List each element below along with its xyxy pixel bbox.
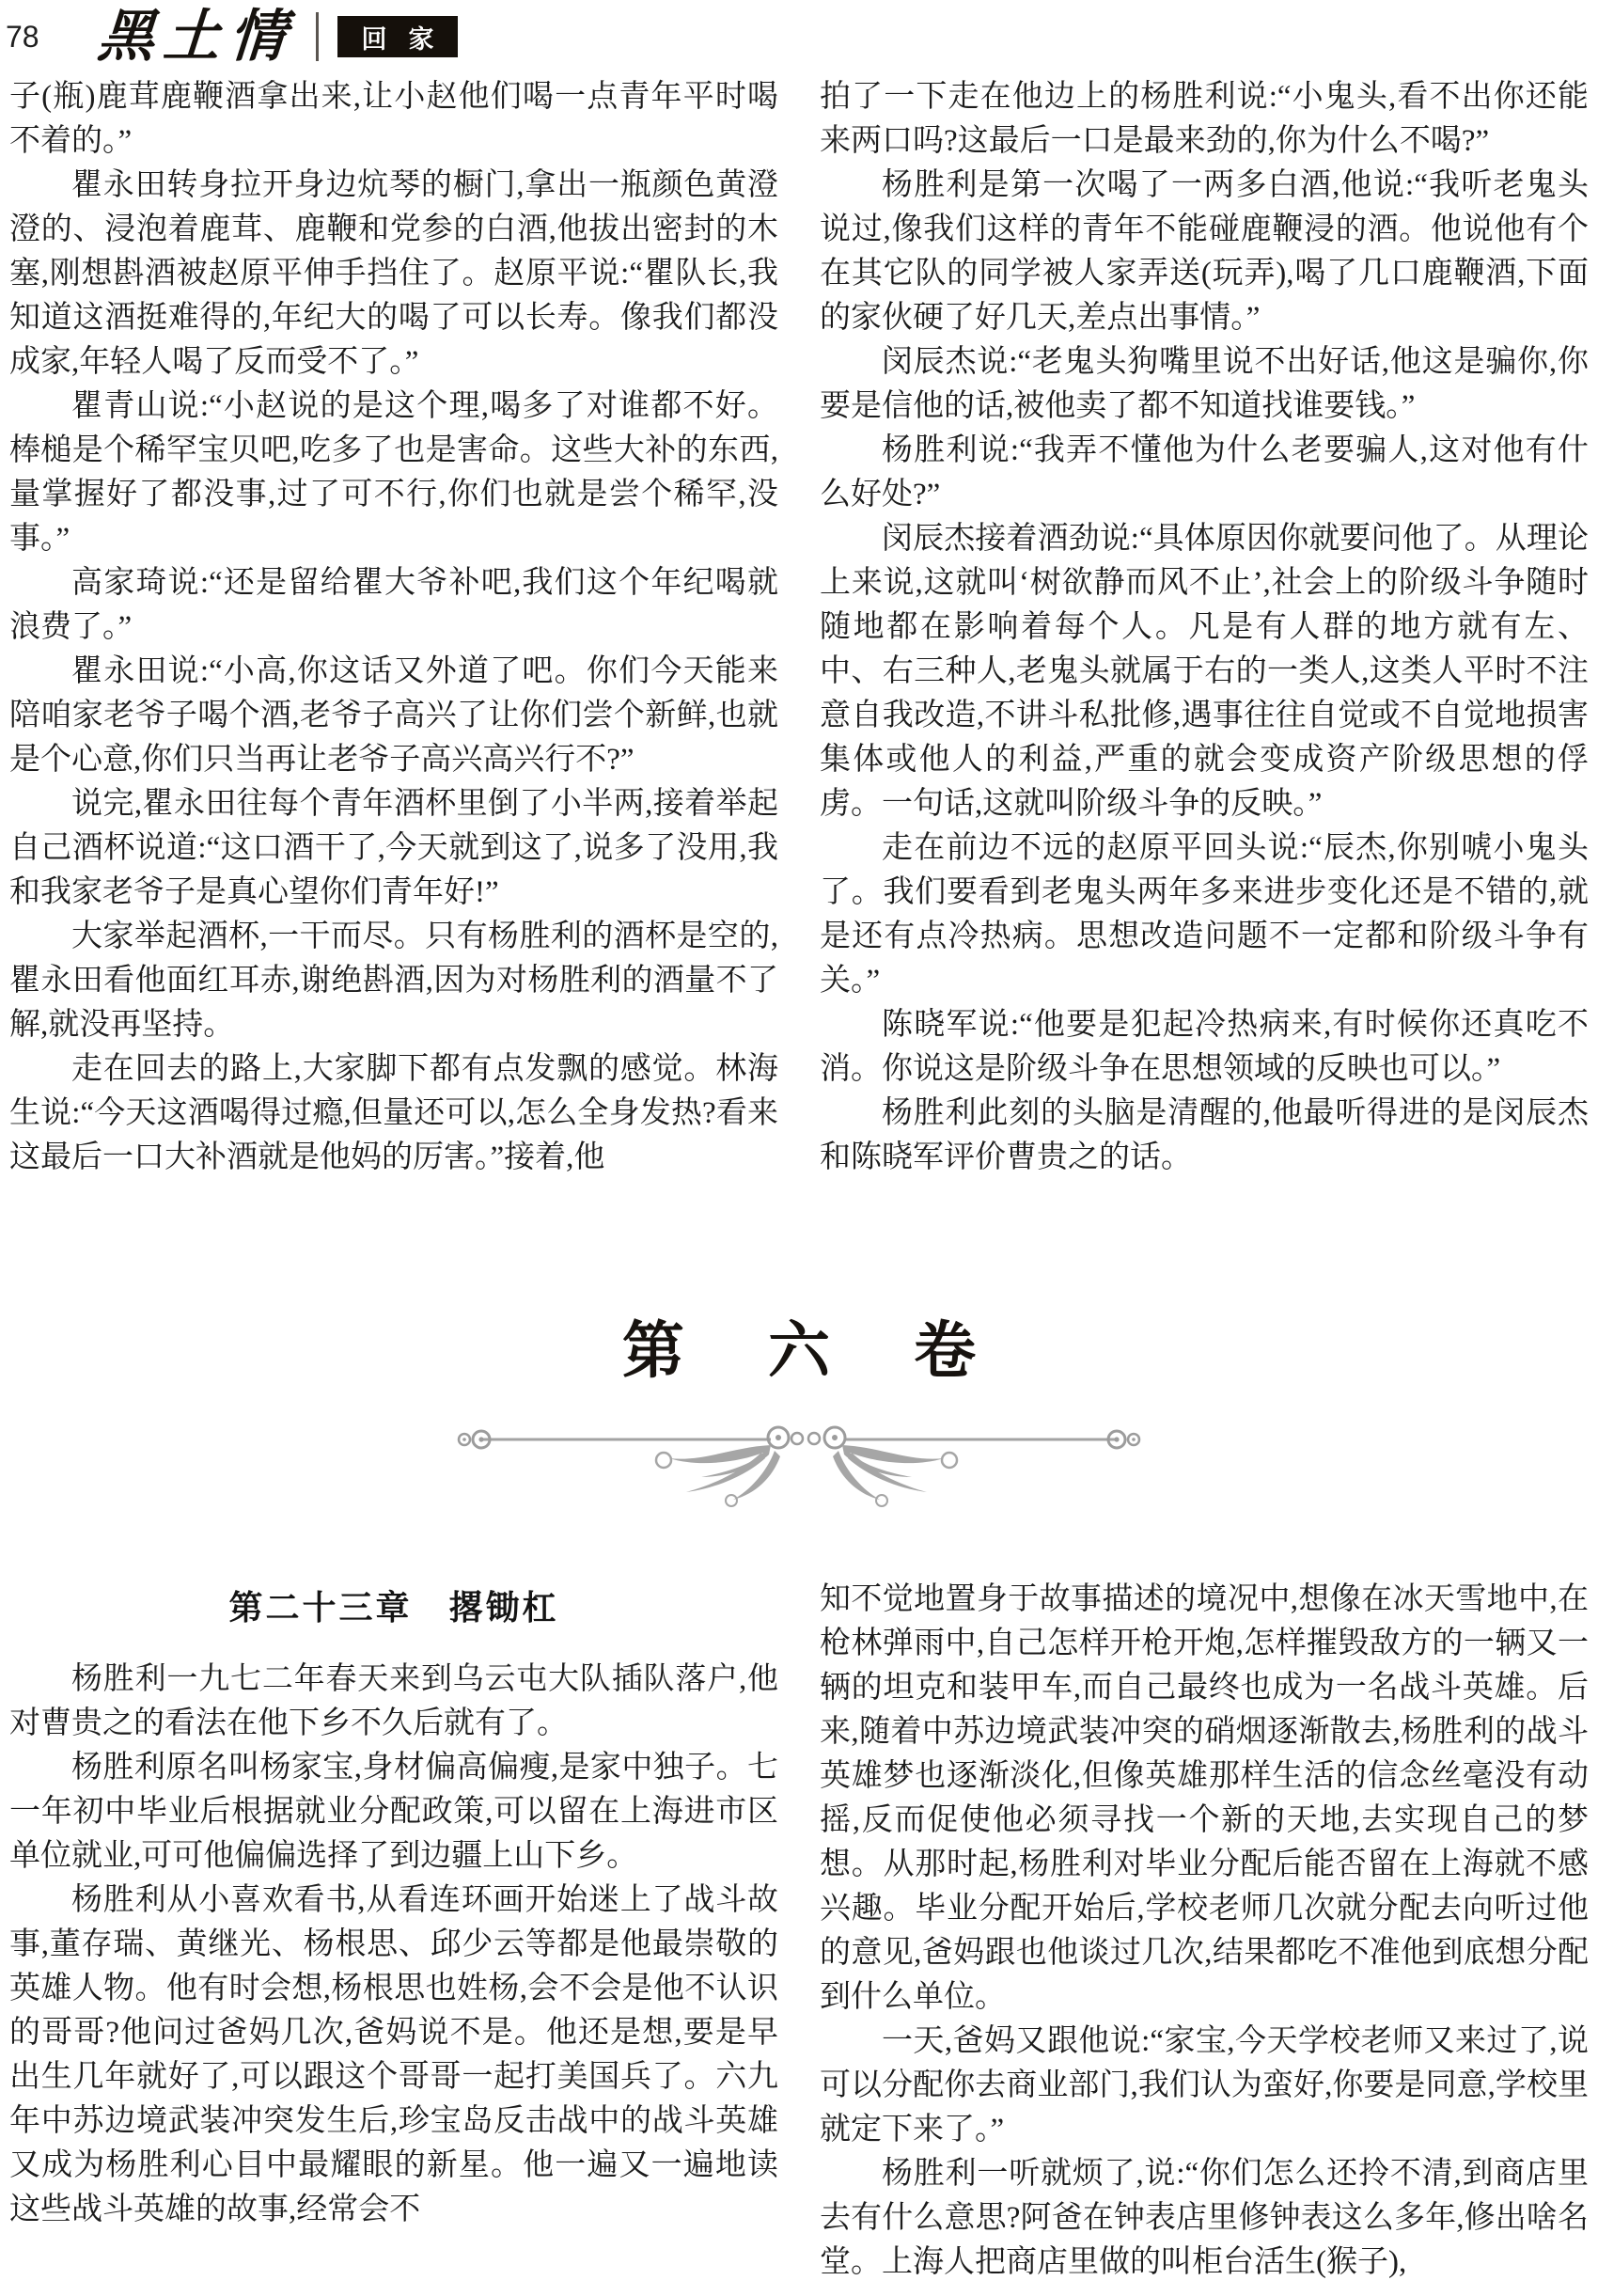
paragraph: 一天,爸妈又跟他说:“家宝,今天学校老师又来过了,说可以分配你去商业部门,我们认为蛮好,你要是同意,学校里就定下来了。” bbox=[820, 2024, 1589, 2147]
logo-calligraphy: 黑土情 bbox=[95, 6, 298, 68]
bottom-right-column bbox=[820, 1578, 1589, 2292]
paragraph: 瞿永田转身拉开身边炕琴的橱门,拿出一瓶颜色黄澄澄的、浸泡着鹿茸、鹿鞭和党参的白酒,他拔出密封的木塞,刚想斟酒被赵原平伸手挡住了。赵原平说:“瞿队长,我知道这酒挺难得的,年纪大的喝了可以长寿。像我们都没成家,年轻人喝了反而受不了。” bbox=[9, 168, 778, 379]
paragraph: 高家琦说:“还是留给瞿大爷补吧,我们这个年纪喝就浪费了。” bbox=[9, 566, 778, 644]
paragraph: 瞿永田说:“小高,你这话又外道了吧。你们今天能来陪咱家老爷子喝个酒,老爷子高兴了让你们尝个新鲜,也就是个心意,你们只当再让老爷子高兴高兴行不?” bbox=[9, 654, 778, 777]
header-divider bbox=[316, 12, 319, 61]
paragraph: 陈晓军说:“他要是犯起冷热病来,有时候你还真吃不消。你说这是阶级斗争在思想领域的反映也可以。” bbox=[820, 1008, 1589, 1086]
paragraph: 拍了一下走在他边上的杨胜利说:“小鬼头,看不出你还能来两口吗?这最后一口是最来劲的,你为什么不喝?” bbox=[820, 80, 1589, 158]
paragraph: 杨胜利原名叫杨家宝,身材偏高偏瘦,是家中独子。七一年初中毕业后根据就业分配政策,可以留在上海进市区单位就业,可可他偏偏选择了到边疆上山下乡。 bbox=[9, 1751, 778, 1873]
section-badge-label: 回家 bbox=[361, 24, 456, 54]
top-text-columns bbox=[9, 75, 1589, 1241]
bottom-text-columns bbox=[9, 1578, 1589, 2292]
paragraph: 瞿青山说:“小赵说的是这个理,喝多了对谁都不好。棒槌是个稀罕宝贝吧,吃多了也是害命。这些大补的东西,量掌握好了都没事,过了可不行,你们也就是尝个稀罕,没事。” bbox=[9, 389, 778, 556]
paragraph: 杨胜利一九七二年春天来到乌云屯大队插队落户,他对曹贵之的看法在他下乡不久后就有了。 bbox=[9, 1662, 778, 1740]
paragraph: 杨胜利从小喜欢看书,从看连环画开始迷上了战斗故事,董存瑞、黄继光、杨根思、邱少云等都是他最崇敬的英雄人物。他有时会想,杨根思也姓杨,会不会是他不认识的哥哥?他问过爸妈几次,爸妈说不是。他还是想,要是早出生几年就好了,可以跟这个哥哥一起打美国兵了。六九年中苏边境武装冲突发生后,珍宝岛反击战中的战斗英雄又成为杨胜利心目中最耀眼的新星。他一遍又一遍地读这些战斗英雄的故事,经常会不 bbox=[9, 1883, 778, 2226]
paragraph: 大家举起酒杯,一干而尽。只有杨胜利的酒杯是空的,瞿永田看他面红耳赤,谢绝斟酒,因为对杨胜利的酒量不了解,就没再坚持。 bbox=[9, 920, 778, 1042]
paragraph: 杨胜利一听就烦了,说:“你们怎么还拎不清,到商店里去有什么意思?阿爸在钟表店里修钟表这么多年,修出啥名堂。上海人把商店里做的叫柜台活生(猴子), bbox=[820, 2157, 1589, 2279]
top-left-column bbox=[9, 75, 778, 1241]
section-badge bbox=[337, 16, 458, 57]
volume-section bbox=[0, 1314, 1598, 1517]
paragraph: 走在回去的路上,大家脚下都有点发飘的感觉。林海生说:“今天这酒喝得过瘾,但量还可以,怎么全身发热?看来这最后一口大补酒就是他妈的厉害。”接着,他 bbox=[9, 1052, 778, 1174]
paragraph: 闵辰杰说:“老鬼头狗嘴里说不出好话,他这是骗你,你要是信他的话,被他卖了都不知道找谁要钱。” bbox=[820, 345, 1589, 423]
bottom-left-column bbox=[9, 1578, 778, 2292]
page-header bbox=[6, 6, 1589, 68]
paragraph: 走在前边不远的赵原平回头说:“辰杰,你别唬小鬼头了。我们要看到老鬼头两年多来进步变化还是不错的,就是还有点冷热病。思想改造问题不一定都和阶级斗争有关。” bbox=[820, 831, 1589, 998]
paragraph: 子(瓶)鹿茸鹿鞭酒拿出来,让小赵他们喝一点青年平时喝不着的。” bbox=[9, 80, 778, 158]
divider-flourish-icon bbox=[451, 1413, 1147, 1517]
volume-title: 第 六 卷 bbox=[621, 1317, 1010, 1386]
top-right-column bbox=[820, 75, 1589, 1241]
paragraph: 闵辰杰接着酒劲说:“具体原因你就要问他了。从理论上来说,这就叫‘树欲静而风不止’,社会上的阶级斗争随时随地都在影响着每个人。凡是有人群的地方就有左、中、右三种人,老鬼头就属于右的一类人,这类人平时不注意自我改造,不讲斗私批修,遇事往往自觉或不自觉地损害集体或他人的利益,严重的就会变成资产阶级思想的俘虏。一句话,这就叫阶级斗争的反映。” bbox=[820, 522, 1589, 821]
paragraph: 杨胜利此刻的头脑是清醒的,他最听得进的是闵辰杰和陈晓军评价曹贵之的话。 bbox=[820, 1096, 1589, 1174]
paragraph: 说完,瞿永田往每个青年酒杯里倒了小半两,接着举起自己酒杯说道:“这口酒干了,今天就到这了,说多了没用,我和我家老爷子是真心望你们青年好!” bbox=[9, 787, 778, 909]
paragraph: 杨胜利说:“我弄不懂他为什么老要骗人,这对他有什么好处?” bbox=[820, 433, 1589, 511]
paragraph: 知不觉地置身于故事描述的境况中,想像在冰天雪地中,在枪林弹雨中,自己怎样开枪开炮,怎样摧毁敌方的一辆又一辆的坦克和装甲车,而自己最终也成为一名战斗英雄。后来,随着中苏边境武装冲突的硝烟逐渐散去,杨胜利的战斗英雄梦也逐渐淡化,但像英雄那样生活的信念丝毫没有动摇,反而促使他必须寻找一个新的天地,去实现自己的梦想。从那时起,杨胜利对毕业分配后能否留在上海就不感兴趣。毕业分配开始后,学校老师几次就分配去向听过他的意见,爸妈跟也他谈过几次,结果都吃不准他到底想分配到什么单位。 bbox=[820, 1582, 1590, 2014]
page-number: 78 bbox=[6, 19, 39, 54]
chapter-heading: 第二十三章 撂锄杠 bbox=[228, 1588, 559, 1627]
paragraph: 杨胜利是第一次喝了一两多白酒,他说:“我听老鬼头说过,像我们这样的青年不能碰鹿鞭浸的酒。他说他有个在其它队的同学被人家弄送(玩弄),喝了几口鹿鞭酒,下面的家伙硬了好几天,差点出事情。” bbox=[820, 168, 1589, 335]
